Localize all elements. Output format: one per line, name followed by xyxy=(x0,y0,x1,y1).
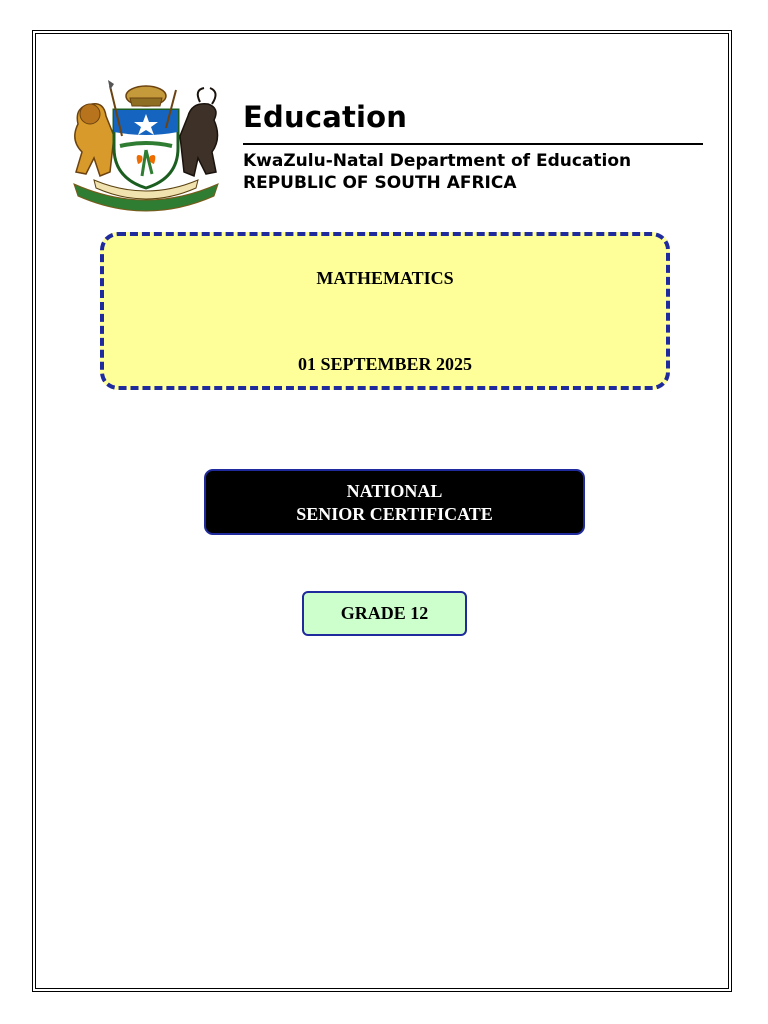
certificate-line-1: NATIONAL xyxy=(346,481,443,501)
header-divider xyxy=(243,143,703,145)
department-name: KwaZulu-Natal Department of Education xyxy=(243,151,632,171)
grade-badge: GRADE 12 xyxy=(302,591,467,636)
coat-of-arms-icon xyxy=(64,76,228,212)
subject-panel xyxy=(100,232,670,390)
certificate-banner xyxy=(204,469,585,535)
page-title: Education xyxy=(243,100,408,134)
certificate-line-2: SENIOR CERTIFICATE xyxy=(296,504,493,524)
subject-name: MATHEMATICS xyxy=(316,268,454,288)
country-name: REPUBLIC OF SOUTH AFRICA xyxy=(243,173,517,193)
exam-date: 01 SEPTEMBER 2025 xyxy=(297,354,473,374)
